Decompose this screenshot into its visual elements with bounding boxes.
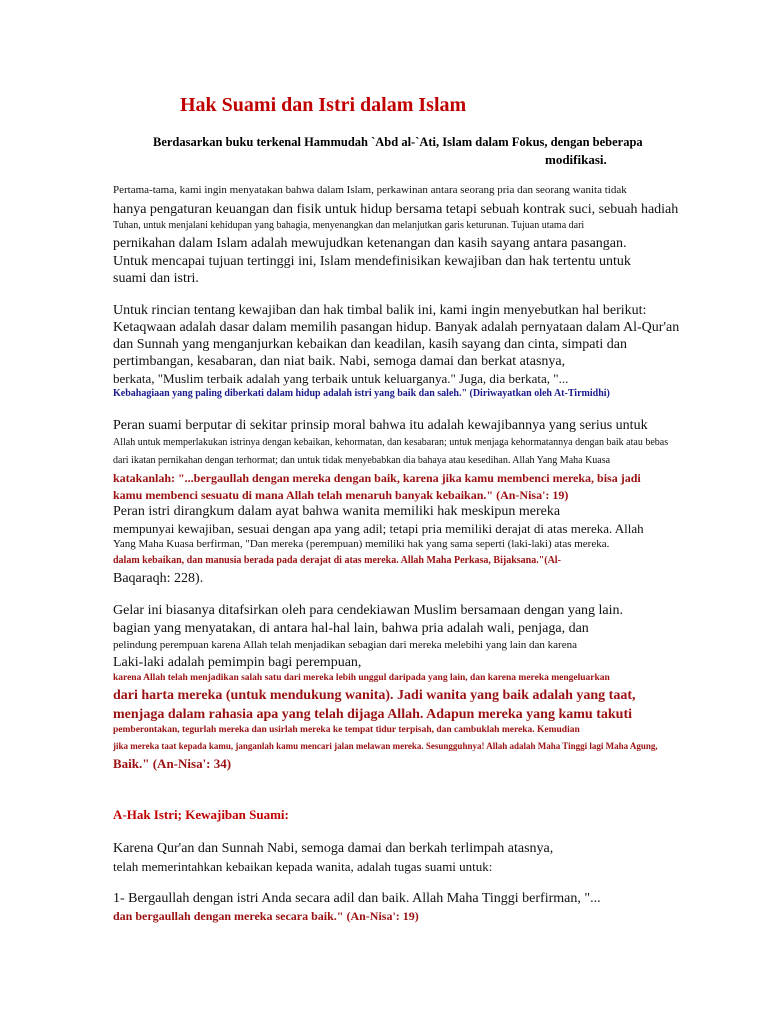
p3-quote-line-1: katakanlah: "...bergaullah dengan mereka dengan baik, karena jika kamu membenci mereka, bisa jadi	[113, 471, 641, 485]
p3-line-1: Peran suami berputar di sekitar prinsip moral bahwa itu adalah kewajibannya yang serius untuk	[113, 418, 648, 433]
p4-line-3: pelindung perempuan karena Allah telah menjadikan sebagian dari mereka melebihi yang lain dan karena	[113, 639, 577, 651]
p4-quote-line-6: Baik." (An-Nisa': 34)	[113, 756, 232, 771]
p4-line-1: Gelar ini biasanya ditafsirkan oleh para cendekiawan Muslim bersamaan dengan yang lain.	[113, 603, 624, 618]
p1-line-1: Pertama-tama, kami ingin menyatakan bahwa dalam Islam, perkawinan antara seorang pria dan seorang wanita tidak	[113, 184, 627, 196]
p3-line-10: Baqaraqh: 228).	[113, 571, 204, 586]
p5-line-2: telah memerintahkan kebaikan kepada wanita, adalah tugas suami untuk:	[113, 859, 493, 874]
page-title: Hak Suami dan Istri dalam Islam	[180, 94, 467, 116]
p3-line-6: Peran istri dirangkum dalam ayat bahwa wanita memiliki hak meskipun mereka	[113, 504, 561, 519]
p3-line-3: dari ikatan pernikahan dengan terhormat; dan untuk tidak menyebabkan dia bahaya atau kesedihan. Allah Yang Maha Kuasa	[113, 455, 611, 466]
p3-line-7: mempunyai kewajiban, sesuai dengan apa yang adil; tetapi pria memiliki derajat di atas mereka. Allah	[113, 521, 644, 536]
p1-line-5: Untuk mencapai tujuan tertinggi ini, Islam mendefinisikan kewajiban dan hak tertentu untuk	[113, 254, 631, 269]
p6-line-1: 1- Bergaullah dengan istri Anda secara adil dan baik. Allah Maha Tinggi berfirman, "...	[113, 891, 601, 906]
p6-quote-line: dan bergaullah dengan mereka secara baik." (An-Nisa': 19)	[113, 909, 419, 923]
p3-line-8: Yang Maha Kuasa berfirman, "Dan mereka (perempuan) memiliki hak yang sama seperti (laki-laki) atas mereka.	[113, 538, 610, 550]
p1-line-2: hanya pengaturan keuangan dan fisik untuk hidup bersama tetapi sebuah kontrak suci, sebuah hadiah	[113, 202, 679, 217]
section-heading: A-Hak Istri; Kewajiban Suami:	[113, 807, 289, 822]
p2-line-3: dan Sunnah yang menganjurkan kebaikan dan keadilan, kasih sayang dan cinta, simpati dan	[113, 337, 627, 352]
subtitle-line-1: Berdasarkan buku terkenal Hammudah `Abd al-`Ati, Islam dalam Fokus, dengan beberapa	[153, 135, 643, 149]
p4-quote-line-3: menjaga dalam rahasia apa yang telah dijaga Allah. Adapun mereka yang kamu takuti	[113, 707, 632, 722]
p3-quote-line-3: dalam kebaikan, dan manusia berada pada derajat di atas mereka. Allah Maha Perkasa, Bijaksana."(Al-	[113, 555, 561, 566]
p2-quote-tirmidhi: Kebahagiaan yang paling diberkati dalam hidup adalah istri yang baik dan saleh." (Diriwayatkan oleh At-Tirmidhi)	[113, 388, 610, 399]
p4-line-2: bagian yang menyatakan, di antara hal-hal lain, bahwa pria adalah wali, penjaga, dan	[113, 621, 589, 636]
p4-line-4: Laki-laki adalah pemimpin bagi perempuan,	[113, 655, 362, 670]
p2-line-2: Ketaqwaan adalah dasar dalam memilih pasangan hidup. Banyak adalah pernyataan dalam Al-Qur'an	[113, 320, 680, 335]
p4-quote-line-4: pemberontakan, tegurlah mereka dan usirlah mereka ke tempat tidur terpisah, dan cambuklah mereka. Kemudian	[113, 725, 580, 735]
p3-quote-line-2: kamu membenci sesuatu di mana Allah telah menaruh banyak kebaikan." (An-Nisa': 19)	[113, 488, 569, 502]
p1-line-6: suami dan istri.	[113, 271, 199, 286]
p3-line-2: Allah untuk memperlakukan istrinya dengan kebaikan, kehormatan, dan kesabaran; untuk menjaga kehormatannya dengan baik atau bebas	[113, 437, 669, 448]
p4-quote-line-1: karena Allah telah menjadikan salah satu dari mereka lebih unggul daripada yang lain, dan karena mereka mengeluarkan	[113, 673, 610, 683]
subtitle-line-2: modifikasi.	[545, 152, 607, 167]
p1-line-3: Tuhan, untuk menjalani kehidupan yang bahagia, menyenangkan dan melanjutkan garis keturunan. Tujuan utama dari	[113, 220, 585, 231]
p2-line-1: Untuk rincian tentang kewajiban dan hak timbal balik ini, kami ingin menyebutkan hal berikut:	[113, 303, 647, 318]
p5-line-1: Karena Qur'an dan Sunnah Nabi, semoga damai dan berkah terlimpah atasnya,	[113, 841, 554, 856]
p1-line-4: pernikahan dalam Islam adalah mewujudkan ketenangan dan kasih sayang antara pasangan.	[113, 236, 627, 251]
p4-quote-line-5: jika mereka taat kepada kamu, janganlah kamu mencari jalan melawan mereka. Sesungguhnya! Allah adalah Maha Tinggi lagi Maha Agung,	[113, 741, 658, 751]
p4-quote-line-2: dari harta mereka (untuk mendukung wanita). Jadi wanita yang baik adalah yang taat,	[113, 688, 636, 703]
p2-line-5: berkata, "Muslim terbaik adalah yang terbaik untuk keluarganya." Juga, dia berkata, "...	[113, 371, 569, 386]
p2-line-4: pertimbangan, kesabaran, dan niat baik. Nabi, semoga damai dan berkat atasnya,	[113, 354, 566, 369]
